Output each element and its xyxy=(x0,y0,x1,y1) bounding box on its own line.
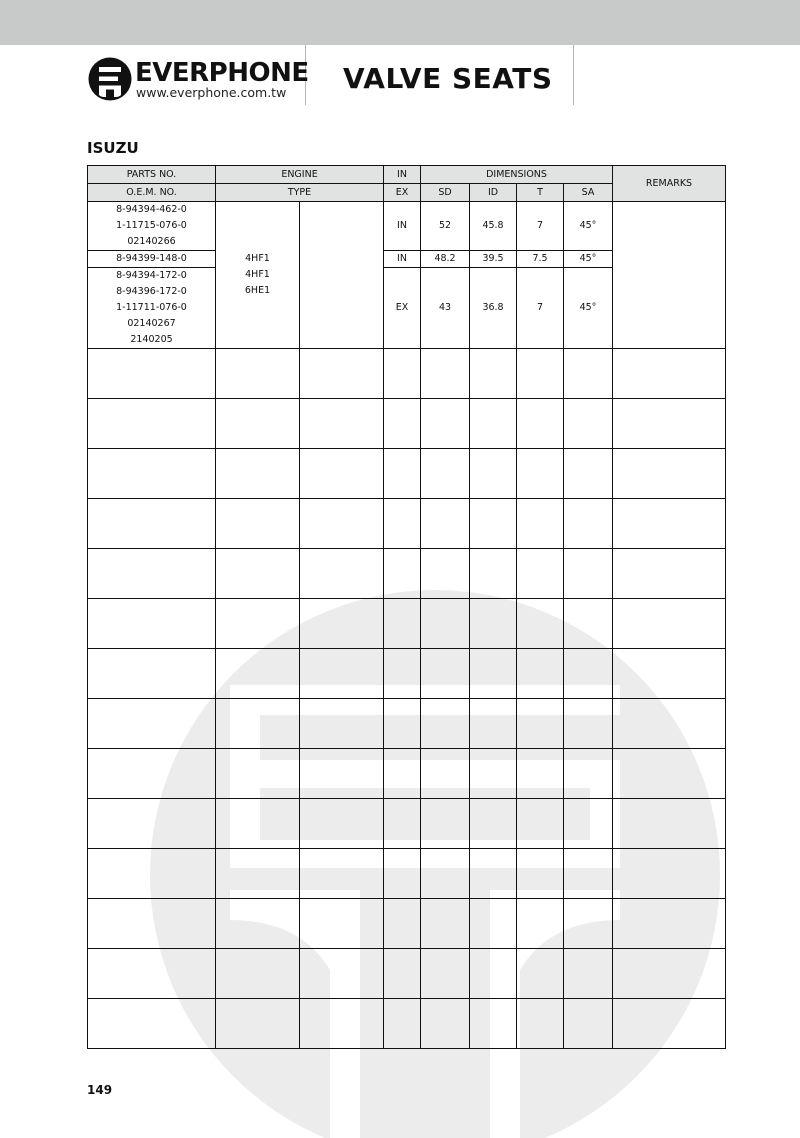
empty-cell xyxy=(470,799,517,849)
engine-type: 4HF1 xyxy=(245,269,270,280)
empty-cell xyxy=(517,849,564,899)
sd-cell: 43 xyxy=(421,268,470,349)
header-remarks: REMARKS xyxy=(613,166,726,202)
empty-cell xyxy=(470,749,517,799)
empty-cell xyxy=(564,649,613,699)
empty-cell xyxy=(421,999,470,1049)
header-type: TYPE xyxy=(216,184,384,202)
empty-table-row xyxy=(88,949,726,999)
empty-cell xyxy=(384,349,421,399)
empty-cell xyxy=(613,999,726,1049)
empty-cell xyxy=(88,999,216,1049)
engine-type-extra-cell xyxy=(300,202,384,349)
header-parts-no: PARTS NO. xyxy=(88,166,216,184)
engine-type: 6HE1 xyxy=(244,285,271,296)
empty-table-row xyxy=(88,699,726,749)
empty-cell xyxy=(517,999,564,1049)
empty-cell xyxy=(564,949,613,999)
empty-cell xyxy=(216,649,300,699)
empty-table-row xyxy=(88,549,726,599)
empty-cell xyxy=(517,499,564,549)
empty-cell xyxy=(88,899,216,949)
empty-cell xyxy=(300,749,384,799)
empty-cell xyxy=(470,599,517,649)
empty-cell xyxy=(613,899,726,949)
empty-cell xyxy=(613,499,726,549)
empty-cell xyxy=(88,949,216,999)
id-cell: 45.8 xyxy=(470,202,517,251)
empty-cell xyxy=(216,499,300,549)
empty-cell xyxy=(517,649,564,699)
everphone-logo-icon xyxy=(88,57,132,101)
empty-cell xyxy=(564,749,613,799)
empty-cell xyxy=(470,449,517,499)
header-sd: SD xyxy=(421,184,470,202)
empty-cell xyxy=(421,349,470,399)
empty-cell xyxy=(384,549,421,599)
header-id: ID xyxy=(470,184,517,202)
empty-cell xyxy=(300,599,384,649)
header-row xyxy=(88,166,726,184)
empty-cell xyxy=(216,399,300,449)
part-number: 02140266 xyxy=(127,236,176,247)
page-title: VALVE SEATS xyxy=(343,62,553,95)
empty-cell xyxy=(421,399,470,449)
empty-cell xyxy=(216,799,300,849)
empty-cell xyxy=(613,549,726,599)
empty-cell xyxy=(421,849,470,899)
empty-cell xyxy=(88,749,216,799)
empty-cell xyxy=(300,549,384,599)
empty-cell xyxy=(216,449,300,499)
empty-cell xyxy=(613,799,726,849)
empty-cell xyxy=(88,399,216,449)
empty-table-row xyxy=(88,849,726,899)
section-title: ISUZU xyxy=(87,139,139,157)
empty-cell xyxy=(300,399,384,449)
header-dimensions: DIMENSIONS xyxy=(421,166,613,184)
empty-cell xyxy=(88,449,216,499)
website-link[interactable]: www.everphone.com.tw xyxy=(136,85,287,100)
empty-cell xyxy=(517,699,564,749)
empty-cell xyxy=(216,699,300,749)
in-ex-cell: EX xyxy=(384,268,421,349)
empty-cell xyxy=(564,799,613,849)
empty-cell xyxy=(564,999,613,1049)
page-number: 149 xyxy=(87,1083,113,1097)
empty-cell xyxy=(613,849,726,899)
empty-cell xyxy=(613,949,726,999)
empty-cell xyxy=(517,899,564,949)
id-cell: 39.5 xyxy=(470,251,517,268)
parts-cell xyxy=(88,202,216,251)
empty-cell xyxy=(300,449,384,499)
empty-cell xyxy=(421,449,470,499)
empty-cell xyxy=(517,599,564,649)
empty-cell xyxy=(384,449,421,499)
in-ex-cell: IN xyxy=(384,251,421,268)
part-number: 1-11715-076-0 xyxy=(116,220,187,231)
empty-cell xyxy=(216,599,300,649)
t-cell: 7 xyxy=(517,268,564,349)
empty-cell xyxy=(216,999,300,1049)
empty-cell xyxy=(517,749,564,799)
empty-cell xyxy=(470,499,517,549)
empty-cell xyxy=(384,699,421,749)
empty-cell xyxy=(564,349,613,399)
empty-cell xyxy=(300,949,384,999)
empty-cell xyxy=(384,999,421,1049)
header-ex: EX xyxy=(384,184,421,202)
empty-cell xyxy=(300,499,384,549)
empty-cell xyxy=(613,449,726,499)
empty-cell xyxy=(517,399,564,449)
empty-cell xyxy=(421,649,470,699)
empty-cell xyxy=(564,499,613,549)
empty-cell xyxy=(564,599,613,649)
sa-cell: 45° xyxy=(564,268,613,349)
empty-cell xyxy=(564,399,613,449)
empty-table-row xyxy=(88,649,726,699)
empty-cell xyxy=(384,899,421,949)
empty-cell xyxy=(517,449,564,499)
sd-cell: 48.2 xyxy=(421,251,470,268)
empty-cell xyxy=(517,799,564,849)
part-number: 02140267 xyxy=(127,318,176,329)
id-cell: 36.8 xyxy=(470,268,517,349)
empty-table-row xyxy=(88,599,726,649)
empty-cell xyxy=(613,599,726,649)
empty-cell xyxy=(470,649,517,699)
sd-cell: 52 xyxy=(421,202,470,251)
sa-cell: 45° xyxy=(564,202,613,251)
empty-cell xyxy=(470,949,517,999)
t-cell: 7.5 xyxy=(517,251,564,268)
empty-cell xyxy=(517,349,564,399)
empty-cell xyxy=(384,599,421,649)
part-number: 1-11711-076-0 xyxy=(116,302,187,313)
empty-cell xyxy=(470,349,517,399)
engine-type-cell xyxy=(216,202,300,349)
empty-table-row xyxy=(88,999,726,1049)
empty-cell xyxy=(421,949,470,999)
empty-cell xyxy=(88,799,216,849)
empty-cell xyxy=(421,749,470,799)
empty-cell xyxy=(564,449,613,499)
empty-cell xyxy=(300,349,384,399)
empty-table-row xyxy=(88,499,726,549)
empty-cell xyxy=(216,849,300,899)
sa-cell: 45° xyxy=(564,251,613,268)
empty-cell xyxy=(300,899,384,949)
empty-cell xyxy=(470,899,517,949)
header-sa: SA xyxy=(564,184,613,202)
empty-cell xyxy=(88,499,216,549)
empty-cell xyxy=(216,899,300,949)
empty-cell xyxy=(216,949,300,999)
empty-cell xyxy=(613,649,726,699)
empty-cell xyxy=(564,549,613,599)
top-bar xyxy=(0,0,800,45)
empty-cell xyxy=(216,349,300,399)
header-divider xyxy=(573,45,574,105)
empty-cell xyxy=(384,949,421,999)
engine-type: 4HF1 xyxy=(245,253,270,264)
in-ex-cell: IN xyxy=(384,202,421,251)
empty-cell xyxy=(470,699,517,749)
empty-cell xyxy=(300,849,384,899)
empty-cell xyxy=(470,849,517,899)
empty-cell xyxy=(564,899,613,949)
remarks-cell xyxy=(613,202,726,349)
parts-cell xyxy=(88,268,216,349)
empty-table-row xyxy=(88,749,726,799)
empty-table-row xyxy=(88,349,726,399)
header-t: T xyxy=(517,184,564,202)
empty-cell xyxy=(384,399,421,449)
part-number: 8-94396-172-0 xyxy=(116,286,187,297)
empty-cell xyxy=(300,699,384,749)
empty-cell xyxy=(470,399,517,449)
empty-cell xyxy=(88,349,216,399)
table-row xyxy=(88,202,726,251)
empty-cell xyxy=(613,349,726,399)
part-number: 8-94394-172-0 xyxy=(116,270,187,281)
empty-cell xyxy=(421,599,470,649)
brand-name: EVERPHONE xyxy=(135,58,309,88)
empty-cell xyxy=(384,499,421,549)
empty-rows xyxy=(88,349,726,1049)
parts-cell: 8-94399-148-0 xyxy=(88,251,216,268)
empty-cell xyxy=(421,499,470,549)
empty-cell xyxy=(421,699,470,749)
header-in: IN xyxy=(384,166,421,184)
empty-cell xyxy=(613,399,726,449)
part-number: 8-94394-462-0 xyxy=(116,204,187,215)
empty-table-row xyxy=(88,899,726,949)
empty-cell xyxy=(421,549,470,599)
empty-cell xyxy=(564,849,613,899)
header-engine: ENGINE xyxy=(216,166,384,184)
t-cell: 7 xyxy=(517,202,564,251)
empty-cell xyxy=(384,799,421,849)
empty-cell xyxy=(613,699,726,749)
empty-cell xyxy=(88,649,216,699)
empty-cell xyxy=(613,749,726,799)
empty-cell xyxy=(88,549,216,599)
empty-cell xyxy=(564,699,613,749)
empty-cell xyxy=(88,599,216,649)
empty-table-row xyxy=(88,799,726,849)
empty-cell xyxy=(216,749,300,799)
empty-cell xyxy=(517,549,564,599)
empty-cell xyxy=(88,849,216,899)
part-number: 2140205 xyxy=(130,334,173,345)
empty-cell xyxy=(300,799,384,849)
empty-table-row xyxy=(88,449,726,499)
empty-cell xyxy=(300,649,384,699)
empty-cell xyxy=(384,649,421,699)
empty-cell xyxy=(470,549,517,599)
header-oem-no: O.E.M. NO. xyxy=(88,184,216,202)
empty-cell xyxy=(517,949,564,999)
empty-cell xyxy=(384,749,421,799)
empty-cell xyxy=(384,849,421,899)
empty-cell xyxy=(300,999,384,1049)
empty-cell xyxy=(470,999,517,1049)
valve-seats-table xyxy=(87,165,726,1049)
empty-cell xyxy=(216,549,300,599)
empty-cell xyxy=(421,899,470,949)
empty-cell xyxy=(421,799,470,849)
empty-table-row xyxy=(88,399,726,449)
empty-cell xyxy=(88,699,216,749)
